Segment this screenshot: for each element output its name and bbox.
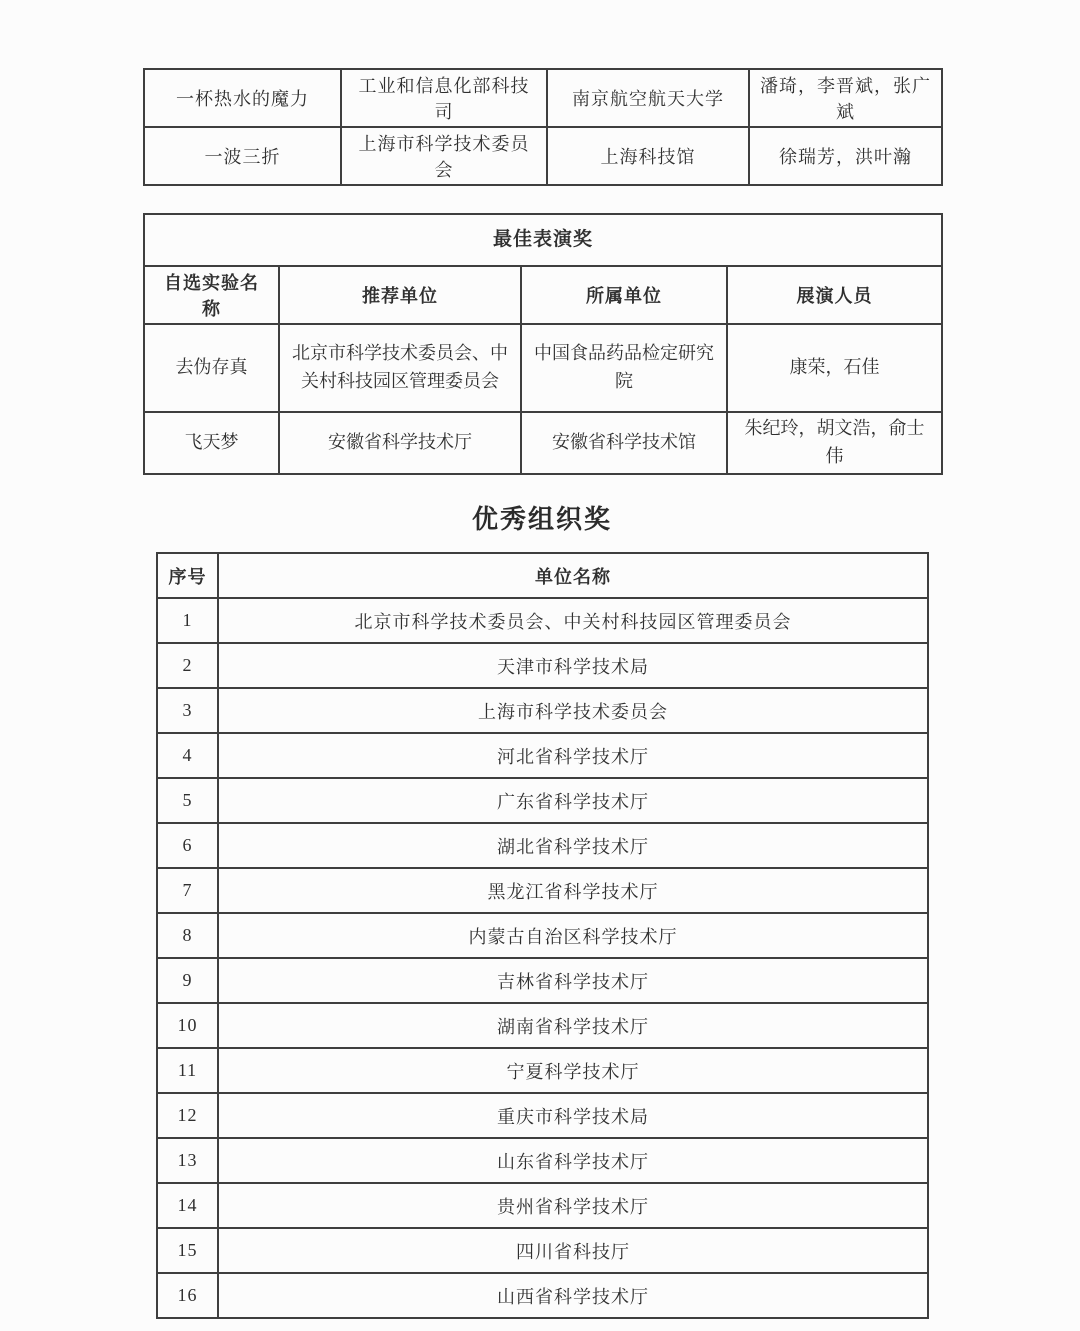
table-row [157, 598, 928, 643]
unit-name-cell: 吉林省科学技术厅 [218, 958, 928, 1003]
table-row [144, 127, 942, 185]
performers-cell: 徐瑞芳，洪叶瀚 [749, 127, 942, 185]
serial-number-cell: 14 [157, 1183, 218, 1228]
table-row [157, 1138, 928, 1183]
best-performance-award-table [143, 213, 943, 475]
table-row [157, 688, 928, 733]
serial-number-cell: 4 [157, 733, 218, 778]
table-row [157, 778, 928, 823]
serial-number-cell: 11 [157, 1048, 218, 1093]
table-row [144, 324, 942, 412]
recommending-unit-cell: 工业和信息化部科技司 [341, 69, 547, 127]
table-row [157, 733, 928, 778]
unit-name-cell: 黑龙江省科学技术厅 [218, 868, 928, 913]
serial-number-cell: 12 [157, 1093, 218, 1138]
serial-number-cell: 10 [157, 1003, 218, 1048]
affiliated-unit-cell: 中国食品药品检定研究院 [521, 324, 727, 412]
table-row [157, 958, 928, 1003]
unit-name-cell: 广东省科学技术厅 [218, 778, 928, 823]
affiliated-unit-cell: 上海科技馆 [547, 127, 749, 185]
experiment-name-header: 自选实验名称 [144, 266, 279, 324]
unit-name-cell: 重庆市科学技术局 [218, 1093, 928, 1138]
continued-awards-table [143, 68, 943, 186]
unit-name-cell: 北京市科学技术委员会、中关村科技园区管理委员会 [218, 598, 928, 643]
serial-number-cell: 9 [157, 958, 218, 1003]
serial-number-cell: 13 [157, 1138, 218, 1183]
table-row [157, 1273, 928, 1318]
table-row [157, 1048, 928, 1093]
performers-cell: 潘琦，李晋斌，张广斌 [749, 69, 942, 127]
serial-number-cell: 2 [157, 643, 218, 688]
serial-number-cell: 7 [157, 868, 218, 913]
table-title-row [144, 214, 942, 266]
experiment-name-cell: 飞天梦 [144, 412, 279, 474]
serial-number-cell: 5 [157, 778, 218, 823]
table-row [157, 643, 928, 688]
unit-name-cell: 上海市科学技术委员会 [218, 688, 928, 733]
unit-name-header: 单位名称 [218, 553, 928, 598]
experiment-name-cell: 一杯热水的魔力 [144, 69, 341, 127]
experiment-name-cell: 去伪存真 [144, 324, 279, 412]
table-row [157, 1228, 928, 1273]
unit-name-cell: 河北省科学技术厅 [218, 733, 928, 778]
table-row [157, 868, 928, 913]
recommending-unit-header: 推荐单位 [279, 266, 521, 324]
unit-name-cell: 贵州省科学技术厅 [218, 1183, 928, 1228]
unit-name-cell: 内蒙古自治区科学技术厅 [218, 913, 928, 958]
experiment-name-cell: 一波三折 [144, 127, 341, 185]
performers-cell: 康荣，石佳 [727, 324, 942, 412]
serial-number-cell: 3 [157, 688, 218, 733]
serial-number-cell: 15 [157, 1228, 218, 1273]
unit-name-cell: 湖南省科学技术厅 [218, 1003, 928, 1048]
table-title: 最佳表演奖 [144, 214, 942, 266]
table-header-row [157, 553, 928, 598]
table-row [157, 1093, 928, 1138]
unit-name-cell: 天津市科学技术局 [218, 643, 928, 688]
recommending-unit-cell: 上海市科学技术委员会 [341, 127, 547, 185]
section-heading: 优秀组织奖 [471, 504, 612, 534]
affiliated-unit-cell: 南京航空航天大学 [547, 69, 749, 127]
performers-cell: 朱纪玲，胡文浩，俞士伟 [727, 412, 942, 474]
affiliated-unit-header: 所属单位 [521, 266, 727, 324]
recommending-unit-cell: 北京市科学技术委员会、中关村科技园区管理委员会 [279, 324, 521, 412]
serial-number-cell: 6 [157, 823, 218, 868]
table-row [157, 1003, 928, 1048]
unit-name-cell: 宁夏科学技术厅 [218, 1048, 928, 1093]
table-row [157, 1183, 928, 1228]
serial-number-header: 序号 [157, 553, 218, 598]
unit-name-cell: 山东省科学技术厅 [218, 1138, 928, 1183]
organization-award-table [156, 552, 929, 1319]
unit-name-cell: 四川省科技厅 [218, 1228, 928, 1273]
table-row [157, 823, 928, 868]
unit-name-cell: 湖北省科学技术厅 [218, 823, 928, 868]
unit-name-cell: 山西省科学技术厅 [218, 1273, 928, 1318]
table-row [144, 412, 942, 474]
performers-header: 展演人员 [727, 266, 942, 324]
table-header-row [144, 266, 942, 324]
serial-number-cell: 8 [157, 913, 218, 958]
table-row [144, 69, 942, 127]
table-row [157, 913, 928, 958]
serial-number-cell: 1 [157, 598, 218, 643]
affiliated-unit-cell: 安徽省科学技术馆 [521, 412, 727, 474]
recommending-unit-cell: 安徽省科学技术厅 [279, 412, 521, 474]
serial-number-cell: 16 [157, 1273, 218, 1318]
